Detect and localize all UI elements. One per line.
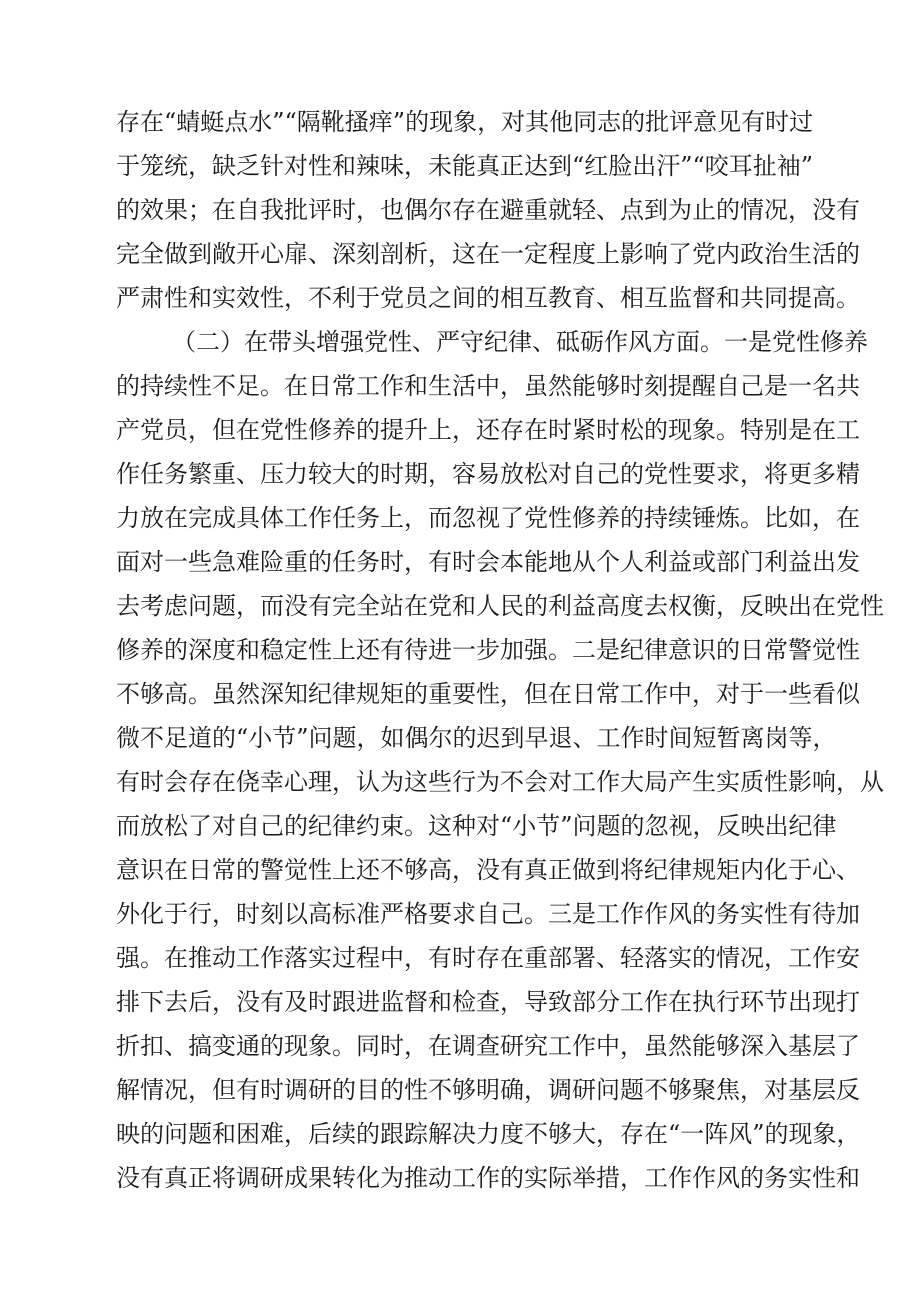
text-line: 强。在推动工作落实过程中，有时存在重部署、轻落实的情况，工作安 — [116, 944, 860, 972]
text-line: 严肃性和实效性，不利于党员之间的相互教育、相互监督和共同提高。 — [116, 284, 860, 312]
text-line: 力放在完成具体工作任务上，而忽视了党性修养的持续锤炼。比如，在 — [116, 504, 860, 532]
text-line: 不够高。虽然深知纪律规矩的重要性，但在日常工作中，对于一些看似 — [116, 680, 860, 708]
text-line: 意识在日常的警觉性上还不够高，没有真正做到将纪律规矩内化于心、 — [116, 856, 860, 884]
text-line: 外化于行，时刻以高标准严格要求自己。三是工作作风的务实性有待加 — [116, 900, 860, 928]
text-line: 于笼统，缺乏针对性和辣味，未能真正达到“红脸出汗”“咬耳扯袖” — [116, 152, 814, 180]
text-line: 折扣、搞变通的现象。同时，在调查研究工作中，虽然能够深入基层了 — [116, 1032, 860, 1060]
text-line: 完全做到敞开心扉、深刻剖析，这在一定程度上影响了党内政治生活的 — [116, 240, 860, 268]
text-line: 存在“蜻蜓点水”“隔靴搔痒”的现象，对其他同志的批评意见有时过 — [116, 108, 814, 136]
text-line: 排下去后，没有及时跟进监督和检查，导致部分工作在执行环节出现打 — [116, 988, 860, 1016]
text-line: 解情况，但有时调研的目的性不够明确，调研问题不够聚焦，对基层反 — [116, 1076, 860, 1104]
text-line: 微不足道的“小节”问题，如偶尔的迟到早退、工作时间短暂离岗等， — [116, 724, 837, 752]
text-line: 没有真正将调研成果转化为推动工作的实际举措，工作作风的务实性和 — [116, 1164, 860, 1192]
text-line: 作任务繁重、压力较大的时期，容易放松对自己的党性要求，将更多精 — [116, 460, 860, 488]
text-line: 面对一些急难险重的任务时，有时会本能地从个人利益或部门利益出发 — [116, 548, 860, 576]
text-line: 产党员，但在党性修养的提升上，还存在时紧时松的现象。特别是在工 — [116, 416, 860, 444]
text-line: 的效果；在自我批评时，也偶尔存在避重就轻、点到为止的情况，没有 — [116, 196, 860, 224]
section-heading-line: （二）在带头增强党性、严守纪律、砥砺作风方面。一是党性修养 — [172, 328, 868, 356]
text-line: 而放松了对自己的纪律约束。这种对“小节”问题的忽视，反映出纪律 — [116, 812, 837, 840]
text-line: 映的问题和困难，后续的跟踪解决力度不够大，存在“一阵风”的现象， — [116, 1120, 861, 1148]
text-line: 的持续性不足。在日常工作和生活中，虽然能够时刻提醒自己是一名共 — [116, 372, 860, 400]
document-body — [116, 100, 884, 1200]
text-line: 去考虑问题，而没有完全站在党和人民的利益高度去权衡，反映出在党性 — [116, 592, 884, 620]
text-line: 有时会存在侥幸心理，认为这些行为不会对工作大局产生实质性影响，从 — [116, 768, 884, 796]
text-line: 修养的深度和稳定性上还有待进一步加强。二是纪律意识的日常警觉性 — [116, 636, 860, 664]
